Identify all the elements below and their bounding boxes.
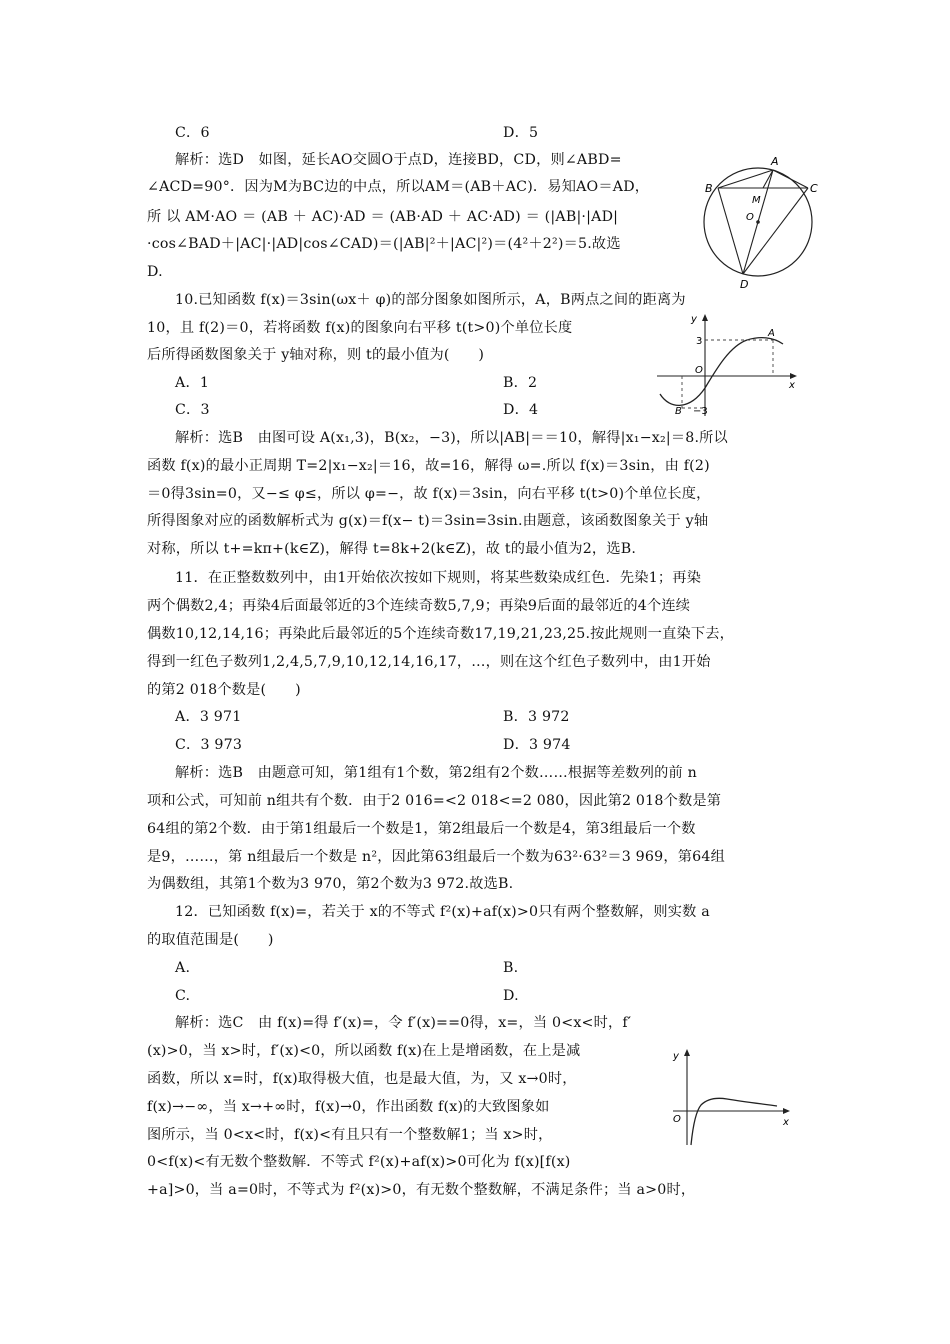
q12-solution-line: (x)>0，当 x>时，f′(x)<0，所以函数 f(x)在上是增函数，在上是减: [147, 1043, 581, 1059]
axis-x-label: x: [789, 380, 795, 391]
q10-option-b: B．2: [503, 375, 538, 391]
log-curve-figure: [665, 1045, 800, 1150]
q9-solution-line: ∠ACD=90°．因为M为BC边的中点，所以AM＝(AB＋AC)．易知AO＝AD，: [147, 179, 650, 195]
q12-stem-line: 12．已知函数 f(x)=，若关于 x的不等式 f²(x)+af(x)>0只有两个整数解，则实数 a: [175, 904, 710, 920]
q12-option-d: D.: [503, 988, 519, 1004]
axis-y-label: y: [673, 1051, 679, 1062]
q11-stem-line: 的第2 018个数是( ): [147, 682, 301, 698]
q12-option-b: B.: [503, 960, 519, 976]
axis-y-label: y: [691, 314, 697, 325]
sine-graph-figure: [655, 310, 805, 422]
q10-option-d: D．4: [503, 402, 539, 418]
label-c: C: [810, 182, 818, 195]
label-a: A: [771, 155, 779, 168]
q11-option-b: B．3 972: [503, 709, 570, 725]
tick-3: 3: [696, 336, 703, 347]
q9-option-c: C．6: [175, 125, 210, 141]
q10-solution-line: ＝0得3sin=0，又−≤ φ≤，所以 φ=−，故 f(x)＝3sin，向右平移 t(t>0)个单位长度，: [147, 486, 711, 502]
q11-solution-line: 项和公式，可知前 n组共有个数．由于2 016=<2 018<=2 080，因此第2 018个数是第: [147, 793, 722, 809]
q10-solution-line: 对称，所以 t+=kπ+(k∈Z)，解得 t=8k+2(k∈Z)，故 t的最小值为2，选B.: [147, 541, 637, 557]
q10-solution-line: 函数 f(x)的最小正周期 T=2|x₁−x₂|＝16，故=16，解得 ω=.所以 f(x)＝3sin，由 f(2): [147, 458, 710, 474]
q11-stem-line: 两个偶数2,4；再染4后面最邻近的3个连续奇数5,7,9；再染9后面的最邻近的4个连续: [147, 598, 691, 614]
q11-option-d: D．3 974: [503, 737, 571, 753]
q10-solution-line: 解析：选B 由图可设 A(x₁,3)，B(x₂，−3)，所以|AB|＝＝10，解得|x₁−x₂|＝8.所以: [175, 430, 728, 446]
q12-solution-line: 解析：选C 由 f(x)=得 f′(x)=，令 f′(x)==0得，x=，当 0<x<时，f′: [175, 1015, 632, 1031]
q12-solution-line: +a]>0，当 a=0时，不等式为 f²(x)>0，有无数个整数解，不满足条件；当 a>0时，: [147, 1182, 696, 1198]
q9-solution-line: 解析：选D 如图，延长AO交圆O于点D，连接BD，CD，则∠ABD=: [175, 152, 622, 168]
q12-solution-line: 图所示，当 0<x<时，f(x)<有且只有一个整数解1；当 x>时，: [147, 1127, 553, 1143]
origin-label: O: [673, 1114, 681, 1125]
q11-solution-line: 64组的第2个数．由于第1组最后一个数是1，第2组最后一个数是4，第3组最后一个数: [147, 821, 696, 837]
q11-solution-line: 解析：选B 由题意可知，第1组有1个数，第2组有2个数……根据等差数列的前 n: [175, 765, 697, 781]
label-m: M: [752, 195, 761, 206]
q10-option-a: A．1: [175, 375, 210, 391]
q10-option-c: C．3: [175, 402, 210, 418]
axis-x-label: x: [783, 1117, 789, 1128]
q12-option-a: A.: [175, 960, 191, 976]
q11-option-c: C．3 973: [175, 737, 243, 753]
q12-stem-line: 的取值范围是( ): [147, 932, 274, 948]
q10-stem-line: 后所得函数图象关于 y轴对称，则 t的最小值为( ): [147, 347, 485, 363]
q11-solution-line: 为偶数组，其第1个数为3 970，第2个数为3 972.故选B.: [147, 876, 514, 892]
q9-option-d: D．5: [503, 125, 539, 141]
q12-solution-line: 函数，所以 x=时，f(x)取得极大值，也是最大值，为，又 x→0时，: [147, 1071, 577, 1087]
q11-stem-line: 得到一红色子数列1,2,4,5,7,9,10,12,14,16,17，…，则在这个红色子数列中，由1开始: [147, 654, 711, 670]
q9-solution-line: D.: [147, 264, 163, 280]
point-b-label: B: [675, 406, 682, 417]
q11-solution-line: 是9，……，第 n组最后一个数是 n²，因此第63组最后一个数为63²·63²＝3 969，第64组: [147, 849, 725, 865]
q9-solution-line: 所 以 AM·AO ＝ (AB ＋ AC)·AD ＝ (AB·AD ＋ AC·AD) ＝ (|AB|·|AD|: [147, 209, 619, 225]
q11-stem-line: 11．在正整数数列中，由1开始依次按如下规则，将某些数染成红色．先染1；再染: [175, 570, 702, 586]
label-o: O: [746, 212, 754, 223]
point-a-label: A: [768, 328, 775, 339]
q12-solution-line: 0<f(x)<有无数个整数解．不等式 f²(x)+af(x)>0可化为 f(x)[f(x): [147, 1154, 571, 1170]
origin-label: O: [695, 365, 703, 376]
q10-stem-line: 10.已知函数 f(x)＝3sin(ωx＋ φ)的部分图象如图所示，A，B两点之间的距离为: [175, 292, 686, 308]
tick-minus-3: −3: [693, 406, 708, 417]
q10-solution-line: 所得图象对应的函数解析式为 g(x)＝f(x− t)＝3sin=3sin.由题意，该函数图象关于 y轴: [147, 513, 709, 529]
circle-figure: [700, 150, 818, 300]
label-b: B: [705, 182, 713, 195]
q9-solution-line: ·cos∠BAD＋|AC|·|AD|cos∠CAD)＝(|AB|²＋|AC|²)＝(4²＋2²)＝5.故选: [147, 236, 621, 252]
q10-stem-line: 10，且 f(2)＝0，若将函数 f(x)的图象向右平移 t(t>0)个单位长度: [147, 320, 573, 336]
label-d: D: [740, 278, 749, 291]
q11-option-a: A．3 971: [175, 709, 242, 725]
q12-solution-line: f(x)→−∞，当 x→+∞时，f(x)→0，作出函数 f(x)的大致图象如: [147, 1099, 550, 1115]
q11-stem-line: 偶数10,12,14,16；再染此后最邻近的5个连续奇数17,19,21,23,25.按此规则一直染下去，: [147, 626, 735, 642]
q12-option-c: C.: [175, 988, 191, 1004]
